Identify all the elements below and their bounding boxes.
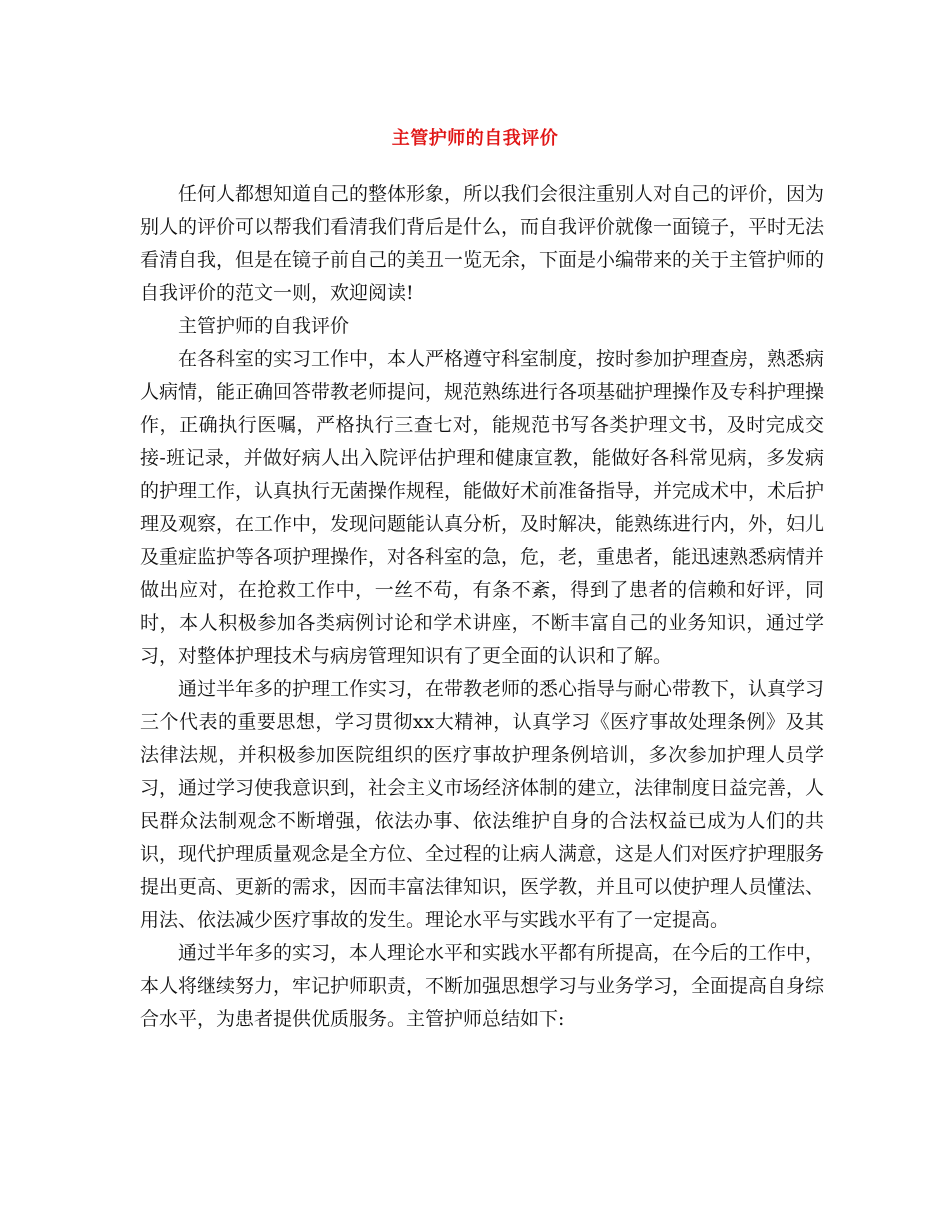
document-title: 主管护师的自我评价 [391, 128, 559, 149]
body-paragraph-1: 在各科室的实习工作中，本人严格遵守科室制度，按时参加护理查房，熟悉病人病情，能正确回答带教老师提问，规范熟练进行各项基础护理操作及专科护理操作，正确执行医嘱，严格执行三查七对，能规范书写各类护理文书，及时完成交接-班记录，并做好病人出入院评估护理和健康宣教，能做好各科常见病，多发病的护理工作，认真执行无菌操作规程，能做好术前准备指导，并完成术中，术后护理及观察，在工作中，发现问题能认真分析，及时解决，能熟练进行内，外，妇儿及重症监护等各项护理操作，对各科室的急，危，老，重患者，能迅速熟悉病情并做出应对，在抢救工作中，一丝不苟，有条不紊，得到了患者的信赖和好评，同时，本人积极参加各类病例讨论和学术讲座，不断丰富自己的业务知识，通过学习，对整体护理技术与病房管理知识有了更全面的认识和了解。 [140, 348, 825, 667]
document-body [140, 178, 824, 1036]
body-paragraph-3: 通过半年多的实习，本人理论水平和实践水平都有所提高，在今后的工作中，本人将继续努力，牢记护师职责，不断加强思想学习与业务学习，全面提高自身综合水平，为患者提供优质服务。主管护师总结如下: [140, 942, 825, 1030]
section-heading: 主管护师的自我评价 [178, 315, 350, 337]
intro-paragraph: 任何人都想知道自己的整体形象，所以我们会很注重别人对自己的评价，因为别人的评价可以帮我们看清我们背后是什么，而自我评价就像一面镜子，平时无法看清自我，但是在镜子前自己的美丑一览无余，下面是小编带来的关于主管护师的自我评价的范文一则，欢迎阅读! [140, 183, 825, 304]
body-paragraph-2: 通过半年多的护理工作实习，在带教老师的悉心指导与耐心带教下，认真学习三个代表的重要思想，学习贯彻xx大精神，认真学习《医疗事故处理条例》及其法律法规，并积极参加医院组织的医疗事故护理条例培训，多次参加护理人员学习，通过学习使我意识到，社会主义市场经济体制的建立，法律制度日益完善，人民群众法制观念不断增强，依法办事、依法维护自身的合法权益已成为人们的共识，现代护理质量观念是全方位、全过程的让病人满意，这是人们对医疗护理服务提出更高、更新的需求，因而丰富法律知识，医学教，并且可以使护理人员懂法、用法、依法减少医疗事故的发生。理论水平与实践水平有了一定提高。 [140, 678, 825, 931]
